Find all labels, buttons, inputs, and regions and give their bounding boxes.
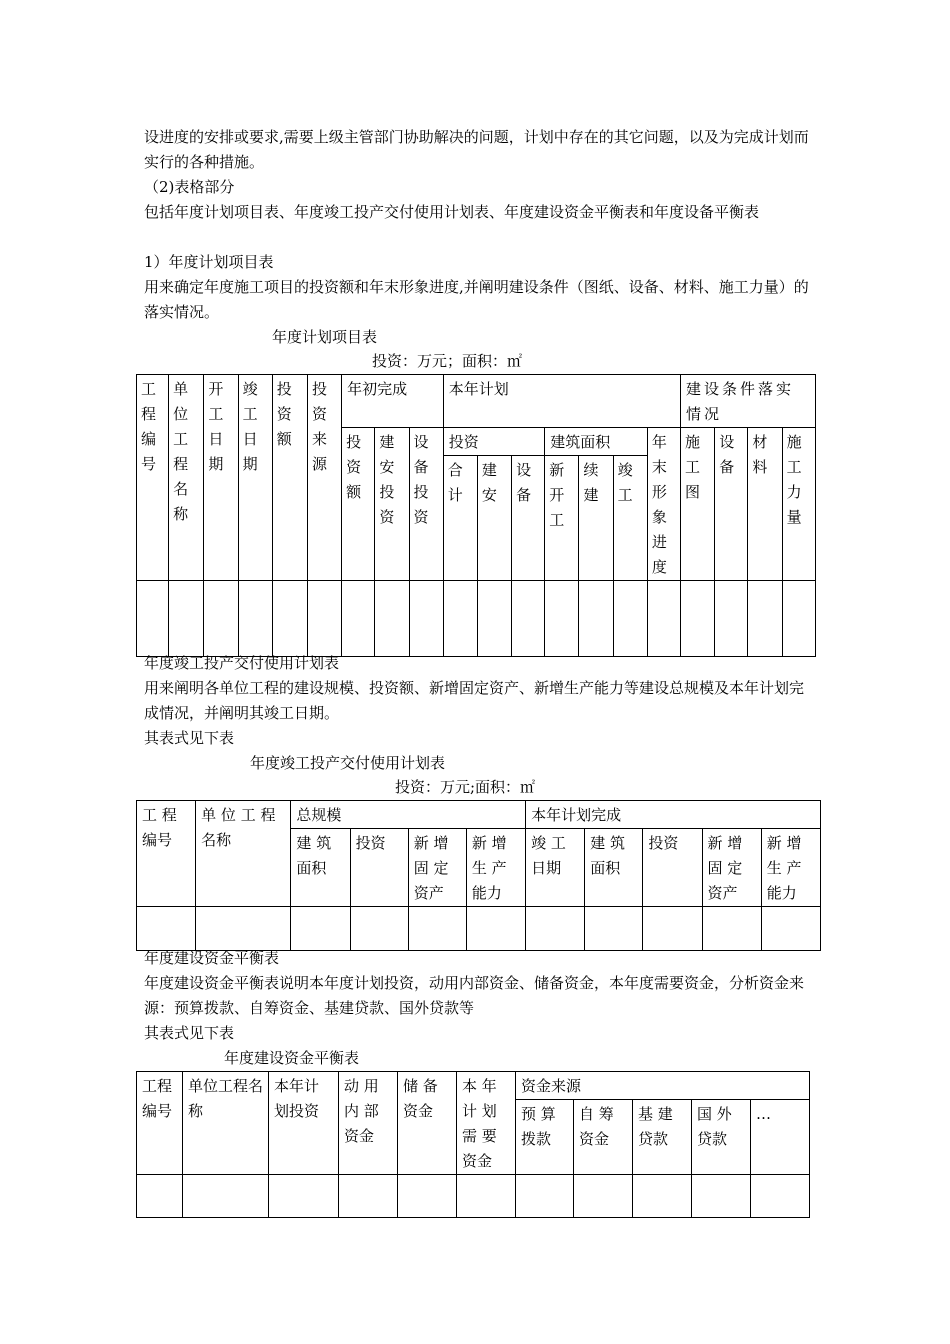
- t3-header-code: 工程编号: [137, 1072, 183, 1175]
- t2-header-investment-2: 投资: [643, 829, 702, 907]
- t1-header-progress: 年末形象进度: [647, 428, 680, 581]
- section3-paragraph: 年度建设资金平衡表说明本年度计划投资，动用内部资金、储备资金，本年度需要资金，分析资金来源：预算拨款、自筹资金、基建贷款、国外贷款等: [144, 974, 805, 1017]
- section3-heading: 年度建设资金平衡表: [144, 949, 280, 967]
- table1-title: 年度计划项目表: [272, 328, 378, 346]
- t1-header-drawing: 施工图: [681, 428, 715, 581]
- table-row: [137, 1175, 810, 1218]
- t2-header-new-capacity-2: 新 增生 产能力: [761, 829, 820, 907]
- t1-header-plan-investment: 投资: [443, 428, 545, 456]
- t3-header-plan-investment: 本年计划投资: [269, 1072, 339, 1175]
- t1-header-end-date: 竣工日期: [238, 375, 272, 581]
- t1-header-build: 建安: [477, 456, 511, 581]
- t1-header-start-date: 开工日期: [204, 375, 238, 581]
- table3-title: 年度建设资金平衡表: [224, 1049, 360, 1067]
- t3-header-construction-loan: 基 建贷款: [633, 1100, 692, 1175]
- t3-header-more: …: [751, 1100, 810, 1175]
- table2-title: 年度竣工投产交付使用计划表: [250, 754, 446, 772]
- t3-header-fund-source: 资金来源: [516, 1072, 810, 1100]
- t3-header-budget: 预 算拨款: [516, 1100, 574, 1175]
- t1-header-source: 投资来源: [307, 375, 341, 581]
- t1-header-name: 单位工程名称: [169, 375, 204, 581]
- t2-header-new-assets-2: 新 增固 定资产: [702, 829, 761, 907]
- t2-header-completion-date: 竣 工日期: [526, 829, 585, 907]
- table-completion-plan: [136, 800, 821, 951]
- t1-header-conditions: 建设条件落实情况: [681, 375, 816, 428]
- t2-header-name: 单 位 工 程名称: [196, 801, 291, 907]
- t3-header-self-raised: 自 筹资金: [574, 1100, 633, 1175]
- t2-header-area: 建 筑面积: [291, 829, 350, 907]
- t1-header-equipment: 设备: [715, 428, 748, 581]
- t1-header-material: 材料: [748, 428, 782, 581]
- t1-header-investment: 投资额: [272, 375, 307, 581]
- subsection-heading-1: 1）年度计划项目表: [144, 253, 274, 271]
- t3-header-name: 单位工程名称: [183, 1072, 269, 1175]
- t3-header-internal-funds: 动 用内 部资金: [339, 1072, 398, 1175]
- intro-paragraph-2: 包括年度计划项目表、年度竣工投产交付使用计划表、年度建设资金平衡表和年度设备平衡表: [144, 203, 760, 221]
- t1-header-early-complete: 年初完成: [342, 375, 444, 428]
- t2-header-new-assets: 新 增固 定资产: [408, 829, 466, 907]
- t1-header-equipment-2: 设备: [512, 456, 545, 581]
- section-heading-tables: （2)表格部分: [144, 178, 235, 196]
- t3-header-reserve-funds: 储 备资金: [398, 1072, 457, 1175]
- t1-header-early-build: 建安投资: [375, 428, 409, 581]
- t1-header-completed: 竣工: [613, 456, 647, 581]
- t2-header-investment: 投资: [350, 829, 408, 907]
- t2-header-code: 工 程编号: [137, 801, 196, 907]
- t1-header-continued: 续建: [579, 456, 613, 581]
- intro-paragraph-3: 用来确定年度施工项目的投资额和年末形象进度,并阐明建设条件（图纸、设备、材料、施工力量）的落实情况。: [144, 278, 809, 321]
- t1-header-labor: 施工力量: [782, 428, 815, 581]
- t1-header-early-equipment: 设备投资: [409, 428, 443, 581]
- t1-header-plan-area: 建筑面积: [545, 428, 648, 456]
- table2-unit: 投资：万元;面积：㎡: [395, 778, 536, 796]
- t2-header-total-scale: 总规模: [291, 801, 526, 829]
- table-fund-balance: [136, 1071, 810, 1218]
- t2-header-plan-complete: 本年计划完成: [526, 801, 821, 829]
- table-annual-plan-projects: [136, 374, 816, 657]
- table1-unit: 投资：万元；面积：㎡: [372, 352, 523, 370]
- t2-header-area-2: 建 筑面积: [585, 829, 643, 907]
- section2-heading: 年度竣工投产交付使用计划表: [144, 654, 340, 672]
- section3-note: 其表式见下表: [144, 1024, 235, 1042]
- table-row: [137, 581, 816, 657]
- section2-paragraph: 用来阐明各单位工程的建设规模、投资额、新增固定资产、新增生产能力等建设总规模及本年计划完成情况，并阐明其竣工日期。: [144, 679, 805, 722]
- intro-paragraph-1: 设进度的安排或要求,需要上级主管部门协助解决的问题，计划中存在的其它问题，以及为完成计划而实行的各种措施。: [144, 128, 809, 171]
- t1-header-new-start: 新开工: [545, 456, 579, 581]
- t1-header-code: 工程编号: [137, 375, 169, 581]
- t2-header-new-capacity: 新 增生 产能力: [466, 829, 525, 907]
- t3-header-required-funds: 本 年计 划需 要资金: [457, 1072, 516, 1175]
- t1-header-early-investment: 投资额: [342, 428, 375, 581]
- section2-note: 其表式见下表: [144, 729, 235, 747]
- t3-header-foreign-loan: 国 外贷款: [692, 1100, 751, 1175]
- table-row: [137, 907, 821, 951]
- t1-header-total: 合计: [443, 456, 477, 581]
- t1-header-annual-plan: 本年计划: [443, 375, 680, 428]
